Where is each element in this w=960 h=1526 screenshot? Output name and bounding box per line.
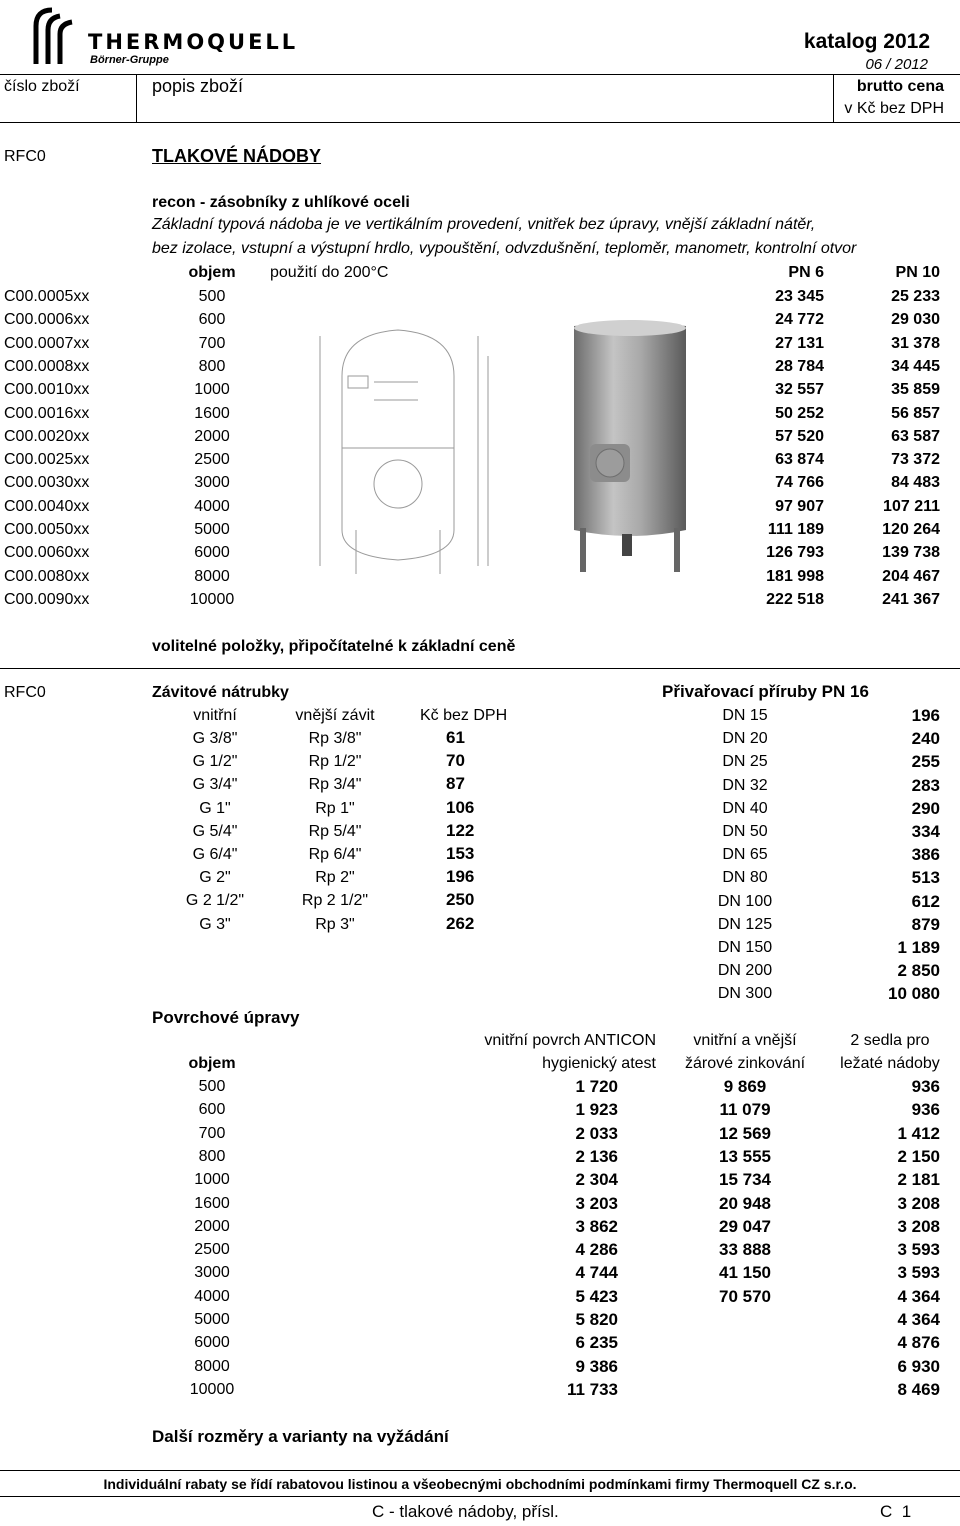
flange-dn: DN 100 — [717, 892, 773, 910]
product-price-pn10: 139 738 — [882, 544, 940, 562]
footer-note: Individuální rabaty se řídí rabatovou listinou a všeobecnými obchodními podmínkami firmy Thermoquell CZ s.r.o. — [103, 1476, 857, 1492]
product-volume: 1000 — [194, 381, 230, 399]
thread-inner: G 2" — [199, 869, 231, 887]
col-price-header-1: brutto cena — [856, 78, 944, 95]
flange-dn: DN 25 — [722, 753, 768, 771]
flange-dn: DN 80 — [722, 869, 768, 887]
header-rule-bottom — [0, 122, 960, 123]
surface-price-saddles: 4 364 — [897, 1310, 940, 1329]
surface-price-zinc: 29 047 — [719, 1216, 771, 1236]
product-code: C00.0090xx — [4, 590, 90, 608]
surface-title: Povrchové úpravy — [152, 1008, 300, 1027]
product-price-pn6: 23 345 — [775, 288, 824, 305]
surface-price-zinc: 20 948 — [719, 1193, 771, 1213]
product-code: C00.0020xx — [4, 427, 90, 445]
surface-price-anticon: 1 923 — [575, 1100, 618, 1120]
section-title: TLAKOVÉ NÁDOBY — [152, 146, 322, 166]
product-price-pn10: 120 264 — [882, 521, 940, 538]
thread-outer: Rp 5/4" — [308, 822, 362, 840]
thread-inner: G 3/8" — [192, 730, 238, 747]
product-code: C00.0040xx — [4, 497, 90, 515]
surface-price-zinc: 12 569 — [719, 1123, 771, 1143]
col-price-header: Kč bez DPH — [420, 707, 508, 724]
surface-price-saddles: 936 — [911, 1077, 940, 1096]
surface-price-anticon: 11 733 — [566, 1379, 618, 1399]
product-price-pn10: 107 211 — [883, 497, 940, 515]
flange-price: 240 — [911, 729, 940, 749]
surface-col-b-2: žárové zinkování — [684, 1055, 806, 1072]
surface-price-anticon: 2 304 — [575, 1170, 618, 1190]
thread-inner: G 6/4" — [192, 846, 238, 863]
surface-price-zinc: 41 150 — [719, 1263, 771, 1283]
flange-dn: DN 150 — [717, 939, 773, 956]
surface-volume: 4000 — [194, 1287, 230, 1305]
product-volume: 700 — [198, 334, 226, 352]
surface-price-anticon: 4 286 — [575, 1240, 618, 1260]
thread-outer: Rp 2" — [315, 869, 355, 887]
flange-price: 290 — [911, 798, 940, 818]
product-code: C00.0005xx — [4, 288, 90, 305]
product-volume: 1600 — [194, 404, 230, 422]
product-price-pn6: 111 189 — [767, 521, 824, 538]
col-desc-header: popis zboží — [152, 76, 244, 96]
product-code: C00.0007xx — [4, 334, 90, 352]
surface-price-anticon: 5 423 — [575, 1286, 618, 1306]
product-code: C00.0006xx — [4, 311, 90, 329]
surface-price-saddles: 2 150 — [897, 1146, 940, 1166]
section-desc-1: Základní typová nádoba je ve vertikálním provedení, vnitřek bez úpravy, vnější základní nátěr, — [152, 216, 816, 233]
product-price-pn10: 241 367 — [882, 590, 940, 608]
product-price-pn6: 97 907 — [775, 497, 824, 515]
product-volume: 4000 — [194, 497, 230, 515]
surface-volume: 10000 — [189, 1380, 235, 1398]
product-price-pn6: 126 793 — [766, 544, 824, 562]
flange-dn: DN 300 — [717, 985, 773, 1003]
product-price-pn6: 74 766 — [775, 474, 824, 492]
product-price-pn10: 63 587 — [891, 427, 940, 445]
tank-drawing-icon — [308, 316, 690, 576]
flange-price: 196 — [911, 706, 940, 725]
product-price-pn6: 57 520 — [775, 427, 824, 445]
flange-dn: DN 200 — [717, 962, 773, 980]
thread-inner: G 1/2" — [192, 753, 238, 771]
surface-price-saddles: 2 181 — [897, 1170, 940, 1190]
product-price-pn10: 56 857 — [891, 404, 940, 422]
flange-price: 879 — [911, 914, 940, 934]
surface-price-saddles: 3 593 — [897, 1240, 940, 1260]
product-volume: 2500 — [194, 451, 230, 469]
surface-price-anticon: 5 820 — [575, 1310, 618, 1329]
options-code: RFC0 — [4, 684, 46, 701]
flange-dn: DN 125 — [717, 915, 773, 933]
flange-dn: DN 20 — [722, 730, 768, 748]
col-pn10-header: PN 10 — [895, 264, 940, 281]
product-price-pn10: 84 483 — [891, 474, 940, 492]
surface-col-c-1: 2 sedla pro — [850, 1032, 930, 1049]
surface-price-anticon: 4 744 — [575, 1263, 618, 1283]
page-label: C - tlakové nádoby, přísl. — [372, 1502, 559, 1521]
thread-price: 106 — [446, 797, 475, 817]
surface-volume: 2500 — [194, 1241, 230, 1259]
surface-volume: 5000 — [194, 1311, 230, 1328]
brand-sub: Börner-Gruppe — [90, 54, 169, 66]
flange-price: 2 850 — [897, 961, 940, 981]
surface-volume: 2000 — [194, 1217, 230, 1235]
thread-outer: Rp 1" — [315, 799, 355, 817]
surface-volume: 1000 — [194, 1171, 230, 1189]
flange-dn: DN 15 — [722, 707, 768, 724]
flange-price: 283 — [911, 775, 940, 795]
product-volume: 6000 — [194, 544, 230, 562]
optional-title: volitelné položky, připočítatelné k základní ceně — [152, 638, 516, 655]
product-price-pn6: 28 784 — [775, 357, 824, 375]
surface-price-saddles: 936 — [911, 1100, 940, 1120]
logo — [30, 4, 300, 68]
surface-price-anticon: 2 033 — [575, 1123, 618, 1143]
product-price-pn6: 50 252 — [775, 404, 824, 422]
product-code: C00.0008xx — [4, 357, 90, 375]
surface-price-anticon: 2 136 — [575, 1146, 618, 1166]
product-volume: 5000 — [194, 521, 230, 538]
header-col-divider-2 — [833, 74, 834, 122]
surface-volume: 700 — [198, 1124, 226, 1142]
product-code: C00.0010xx — [4, 381, 90, 399]
section-desc-2: bez izolace, vstupní a výstupní hrdlo, vypouštění, odvzdušnění, teploměr, manometr, kontrolní otvor — [152, 240, 857, 257]
col-usage-header: použití do 200°C — [270, 264, 389, 281]
surface-volume: 500 — [198, 1078, 226, 1095]
thread-outer: Rp 3/4" — [308, 776, 362, 794]
flange-dn: DN 50 — [722, 823, 768, 840]
surface-price-anticon: 3 862 — [575, 1216, 618, 1236]
optional-rule — [0, 668, 960, 669]
section-subtitle: recon - zásobníky z uhlíkové oceli — [152, 194, 410, 211]
product-price-pn10: 204 467 — [882, 567, 940, 585]
product-volume: 3000 — [194, 474, 230, 492]
product-price-pn10: 73 372 — [891, 451, 940, 469]
thread-price: 262 — [446, 913, 475, 933]
surface-price-zinc: 33 888 — [719, 1240, 771, 1260]
col-inner-header: vnitřní — [193, 707, 237, 724]
product-price-pn10: 25 233 — [891, 288, 940, 305]
surface-price-saddles: 6 930 — [897, 1356, 940, 1376]
surface-price-zinc: 70 570 — [719, 1286, 771, 1306]
flange-price: 513 — [911, 868, 940, 888]
surface-volume: 800 — [198, 1147, 226, 1165]
thread-price: 61 — [446, 728, 465, 747]
header-col-divider-1 — [136, 74, 137, 122]
thread-price: 70 — [446, 751, 465, 771]
flange-dn: DN 40 — [722, 799, 768, 817]
thread-outer: Rp 2 1/2" — [301, 892, 369, 910]
thread-inner: G 3/4" — [192, 776, 238, 794]
thread-price: 250 — [446, 890, 475, 910]
col-volume-header: objem — [188, 264, 236, 281]
surface-volume: 3000 — [194, 1264, 230, 1282]
surface-volume: 6000 — [194, 1334, 230, 1352]
product-volume: 600 — [198, 311, 226, 329]
product-code: C00.0016xx — [4, 404, 90, 422]
brand-name: THERMOQUELL — [88, 30, 299, 54]
thread-price: 122 — [446, 820, 475, 840]
thread-inner: G 1" — [199, 799, 231, 817]
product-volume: 8000 — [194, 567, 230, 585]
surface-price-zinc: 13 555 — [719, 1146, 771, 1166]
threads-title: Závitové nátrubky — [152, 684, 289, 701]
flange-price: 612 — [911, 891, 940, 911]
flange-dn: DN 32 — [722, 776, 768, 794]
footer-rule — [0, 1470, 960, 1471]
product-volume: 10000 — [189, 590, 235, 608]
thread-outer: Rp 3" — [315, 915, 355, 933]
thread-inner: G 2 1/2" — [185, 892, 245, 910]
product-price-pn10: 34 445 — [891, 357, 940, 375]
surface-volume: 1600 — [194, 1194, 230, 1212]
product-price-pn10: 29 030 — [891, 311, 940, 329]
flanges-title: Přivařovací příruby PN 16 — [662, 682, 869, 701]
product-price-pn6: 222 518 — [766, 590, 824, 608]
surface-price-anticon: 1 720 — [575, 1077, 618, 1096]
thread-inner: G 5/4" — [192, 822, 238, 840]
product-volume: 800 — [198, 357, 226, 375]
flange-price: 1 189 — [897, 938, 940, 957]
flange-price: 10 080 — [888, 984, 940, 1004]
surface-price-zinc: 15 734 — [719, 1170, 771, 1190]
surface-volume: 8000 — [194, 1357, 230, 1375]
product-code: C00.0080xx — [4, 567, 90, 585]
surface-col-c-2: ležaté nádoby — [840, 1055, 940, 1072]
thread-outer: Rp 3/8" — [308, 730, 362, 747]
surface-price-saddles: 4 364 — [897, 1286, 940, 1306]
surface-col-a-1: vnitřní povrch ANTICON — [484, 1032, 656, 1049]
section-code: RFC0 — [4, 148, 46, 165]
col-code-header: číslo zboží — [4, 78, 80, 95]
flange-price: 255 — [911, 752, 940, 772]
header-rule — [0, 74, 960, 75]
col-price-header-2: v Kč bez DPH — [844, 100, 944, 117]
surface-price-saddles: 3 208 — [897, 1216, 940, 1236]
surface-price-saddles: 4 876 — [897, 1333, 940, 1353]
page-number: C 1 — [880, 1502, 912, 1521]
product-price-pn6: 63 874 — [775, 451, 824, 469]
surface-price-zinc: 11 079 — [719, 1100, 771, 1120]
product-code: C00.0060xx — [4, 544, 90, 562]
flange-dn: DN 65 — [722, 846, 768, 864]
col-pn6-header: PN 6 — [788, 264, 824, 281]
thread-inner: G 3" — [199, 915, 231, 933]
product-price-pn6: 181 998 — [766, 567, 824, 585]
surface-price-anticon: 6 235 — [575, 1333, 618, 1353]
product-volume: 500 — [198, 288, 226, 305]
surface-col-a-2: hygienický atest — [542, 1055, 656, 1072]
surface-price-anticon: 9 386 — [575, 1356, 618, 1376]
more-note: Další rozměry a varianty na vyžádání — [152, 1427, 449, 1446]
flange-price: 386 — [911, 845, 940, 865]
col-outer-header: vnější závit — [295, 707, 375, 724]
logo-mark-icon — [30, 4, 88, 66]
product-price-pn6: 32 557 — [775, 381, 824, 399]
surface-volume: 600 — [198, 1101, 226, 1119]
surface-price-anticon: 3 203 — [575, 1193, 618, 1213]
product-price-pn10: 35 859 — [891, 381, 940, 399]
product-code: C00.0050xx — [4, 521, 90, 538]
thread-price: 87 — [446, 774, 465, 794]
product-price-pn6: 24 772 — [775, 311, 824, 329]
surface-price-saddles: 1 412 — [897, 1123, 940, 1143]
surface-col-b-1: vnitřní a vnější — [693, 1032, 797, 1049]
product-price-pn10: 31 378 — [891, 334, 940, 352]
surface-price-zinc: 9 869 — [723, 1077, 767, 1096]
surface-col-volume: objem — [188, 1055, 236, 1072]
catalog-title: katalog 2012 — [803, 30, 930, 53]
thread-price: 153 — [446, 844, 475, 863]
footer-rule-bottom — [0, 1496, 960, 1497]
thread-outer: Rp 1/2" — [308, 753, 362, 771]
product-code: C00.0030xx — [4, 474, 90, 492]
product-volume: 2000 — [194, 427, 230, 445]
product-price-pn6: 27 131 — [775, 334, 824, 352]
surface-price-saddles: 3 208 — [897, 1193, 940, 1213]
surface-price-saddles: 8 469 — [897, 1379, 940, 1399]
surface-price-saddles: 3 593 — [897, 1263, 940, 1283]
catalog-date: 06 / 2012 — [865, 56, 928, 73]
thread-outer: Rp 6/4" — [308, 846, 362, 863]
product-code: C00.0025xx — [4, 451, 90, 469]
thread-price: 196 — [446, 867, 475, 887]
flange-price: 334 — [911, 822, 940, 841]
